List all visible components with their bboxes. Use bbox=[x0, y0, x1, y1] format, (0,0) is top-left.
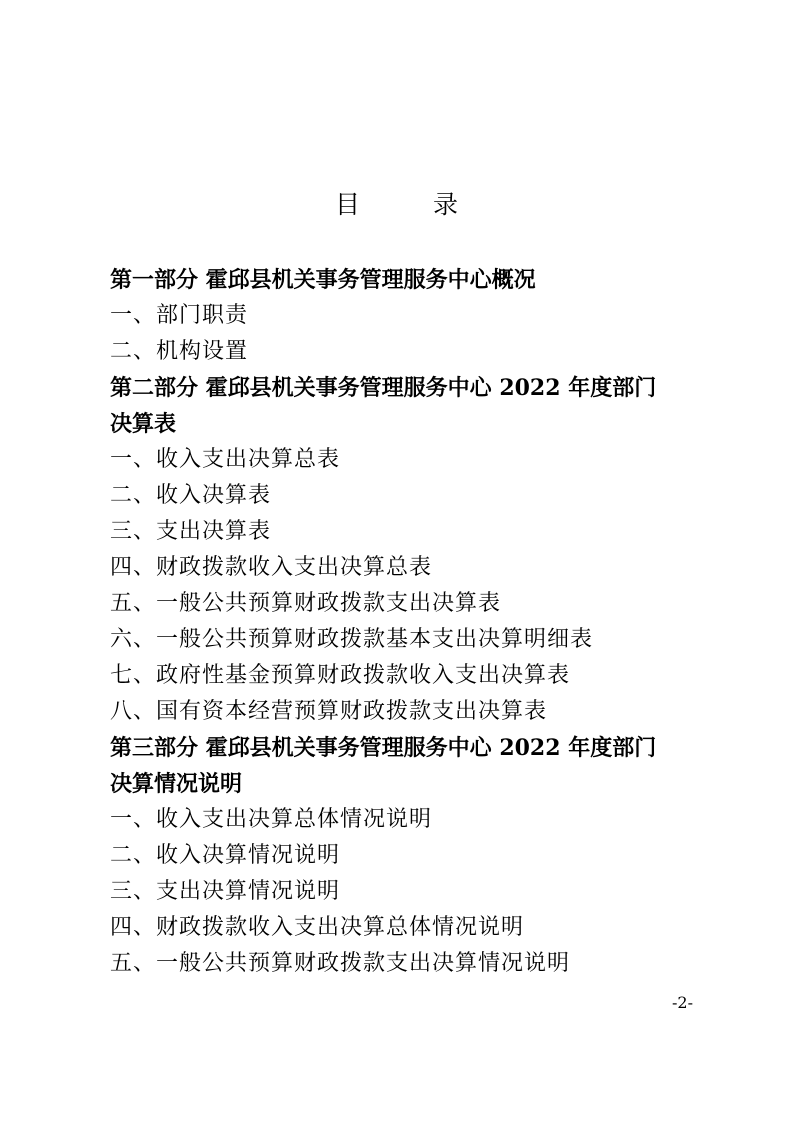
toc-part-heading-continuation: 决算表 bbox=[110, 411, 177, 437]
toc-item: 二、收入决算情况说明 bbox=[110, 843, 341, 868]
toc-item: 三、支出决算情况说明 bbox=[110, 879, 341, 904]
toc-item: 七、政府性基金预算财政拨款收入支出决算表 bbox=[110, 663, 571, 688]
toc-item: 四、财政拨款收入支出决算总体情况说明 bbox=[110, 915, 525, 940]
toc-item: 一、收入支出决算总体情况说明 bbox=[110, 807, 433, 832]
toc-part-heading: 第二部分 霍邱县机关事务管理服务中心 2022 年度部门 bbox=[110, 375, 657, 401]
toc-list bbox=[110, 262, 710, 982]
toc-part-heading: 第三部分 霍邱县机关事务管理服务中心 2022 年度部门 bbox=[110, 735, 657, 761]
toc-item: 一、收入支出决算总表 bbox=[110, 447, 341, 472]
toc-item: 五、一般公共预算财政拨款支出决算表 bbox=[110, 591, 502, 616]
toc-title: 目 录 bbox=[334, 190, 482, 219]
page-number: -2- bbox=[672, 993, 693, 1012]
toc-item: 五、一般公共预算财政拨款支出决算情况说明 bbox=[110, 951, 571, 976]
toc-item: 二、机构设置 bbox=[110, 339, 249, 364]
toc-item: 四、财政拨款收入支出决算总表 bbox=[110, 555, 433, 580]
toc-part-heading: 第一部分 霍邱县机关事务管理服务中心概况 bbox=[110, 267, 536, 293]
toc-part-heading-continuation: 决算情况说明 bbox=[110, 771, 243, 797]
toc-item: 六、一般公共预算财政拨款基本支出决算明细表 bbox=[110, 627, 594, 652]
toc-item: 八、国有资本经营预算财政拨款支出决算表 bbox=[110, 699, 548, 724]
toc-item: 一、部门职责 bbox=[110, 303, 249, 328]
toc-item: 二、收入决算表 bbox=[110, 483, 272, 508]
toc-item: 三、支出决算表 bbox=[110, 519, 272, 544]
